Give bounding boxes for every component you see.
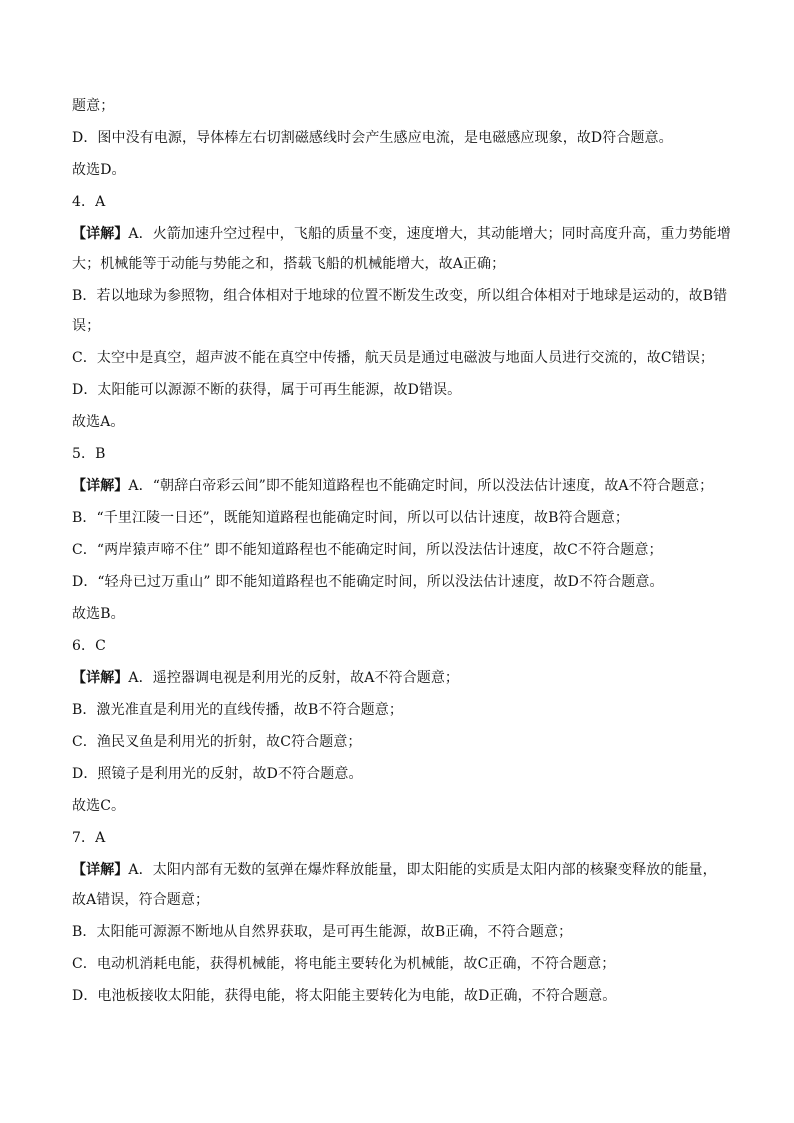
- text-line: [72, 572, 724, 592]
- text-line: [72, 922, 724, 942]
- line-text: B．“千里江陵一日还”，既能知道路程也能确定时间，所以可以估计速度，故B符合题意；: [72, 510, 629, 526]
- text-line: [72, 348, 724, 368]
- line-text: 题意；: [72, 98, 115, 114]
- detail-tag: 【详解】: [72, 478, 129, 494]
- text-line: [72, 604, 724, 624]
- question-number: [72, 192, 724, 212]
- text-line: [72, 254, 724, 274]
- text-line: [72, 860, 724, 880]
- line-text: C．太空中是真空，超声波不能在真空中传播，航天员是通过电磁波与地面人员进行交流的，故C错误；: [72, 350, 715, 366]
- text-line: [72, 412, 724, 432]
- text-line: [72, 954, 724, 974]
- text-line: [72, 316, 724, 336]
- line-text: 大；机械能等于动能与势能之和，搭载飞船的机械能增大，故A正确；: [72, 256, 506, 272]
- text-line: [72, 160, 724, 180]
- text-line: [72, 700, 724, 720]
- line-text: C．渔民叉鱼是利用光的折射，故C符合题意；: [72, 734, 362, 750]
- line-text: 4．A: [72, 194, 106, 210]
- line-text: A．遥控器调电视是利用光的反射，故A不符合题意；: [128, 670, 460, 686]
- text-line: [72, 890, 724, 910]
- question-number: [72, 636, 724, 656]
- line-text: D．照镜子是利用光的反射，故D不符合题意。: [72, 766, 363, 782]
- line-text: 7．A: [72, 830, 106, 846]
- line-text: 故选A。: [72, 414, 125, 430]
- line-text: D．电池板接收太阳能，获得电能，将太阳能主要转化为电能，故D正确，不符合题意。: [72, 988, 617, 1004]
- text-line: [72, 796, 724, 816]
- line-text: C．电动机消耗电能，获得机械能，将电能主要转化为机械能，故C正确，不符合题意；: [72, 956, 616, 972]
- detail-tag: 【详解】: [72, 862, 129, 878]
- line-text: 故选D。: [72, 162, 126, 178]
- detail-tag: 【详解】: [72, 670, 129, 686]
- text-line: [72, 96, 724, 116]
- line-text: 故A错误，符合题意；: [72, 892, 210, 908]
- detail-tag: 【详解】: [72, 226, 129, 242]
- line-text: 故选B。: [72, 606, 125, 622]
- text-line: [72, 668, 724, 688]
- line-text: 5．B: [72, 446, 106, 462]
- text-line: [72, 764, 724, 784]
- text-line: [72, 476, 724, 496]
- document-page: [72, 96, 731, 1018]
- line-text: 6．C: [72, 638, 106, 654]
- line-text: B．若以地球为参照物，组合体相对于地球的位置不断发生改变，所以组合体相对于地球是运动的，故B错: [72, 288, 728, 304]
- line-text: B．太阳能可源源不断地从自然界获取，是可再生能源，故B正确，不符合题意；: [72, 924, 573, 940]
- text-line: [72, 732, 724, 752]
- text-line: [72, 286, 728, 306]
- line-text: D．“轻舟已过万重山” 即不能知道路程也不能确定时间，所以没法估计速度，故D不符合题意。: [72, 574, 664, 590]
- text-line: [72, 224, 731, 244]
- line-text: B．激光准直是利用光的直线传播，故B不符合题意；: [72, 702, 403, 718]
- text-line: [72, 380, 724, 400]
- line-text: 故选C。: [72, 798, 126, 814]
- line-text: D．图中没有电源，导体棒左右切割磁感线时会产生感应电流，是电磁感应现象，故D符合题意。: [72, 130, 673, 146]
- line-text: A．太阳内部有无数的氢弹在爆炸释放能量，即太阳能的实质是太阳内部的核聚变释放的能量，: [128, 862, 717, 878]
- text-line: [72, 540, 724, 560]
- line-text: 误；: [72, 318, 101, 334]
- text-line: [72, 128, 724, 148]
- text-line: [72, 508, 724, 528]
- line-text: A．火箭加速升空过程中，飞船的质量不变，速度增大，其动能增大；同时高度升高，重力势能增: [128, 226, 731, 242]
- line-text: D．太阳能可以源源不断的获得，属于可再生能源，故D错误。: [72, 382, 462, 398]
- question-number: [72, 444, 724, 464]
- line-text: A．“朝辞白帝彩云间”即不能知道路程也不能确定时间，所以没法估计速度，故A不符合题意；: [128, 478, 714, 494]
- line-text: C．“两岸猿声啼不住” 即不能知道路程也不能确定时间，所以没法估计速度，故C不符合题意；: [72, 542, 663, 558]
- question-number: [72, 828, 724, 848]
- text-line: [72, 986, 724, 1006]
